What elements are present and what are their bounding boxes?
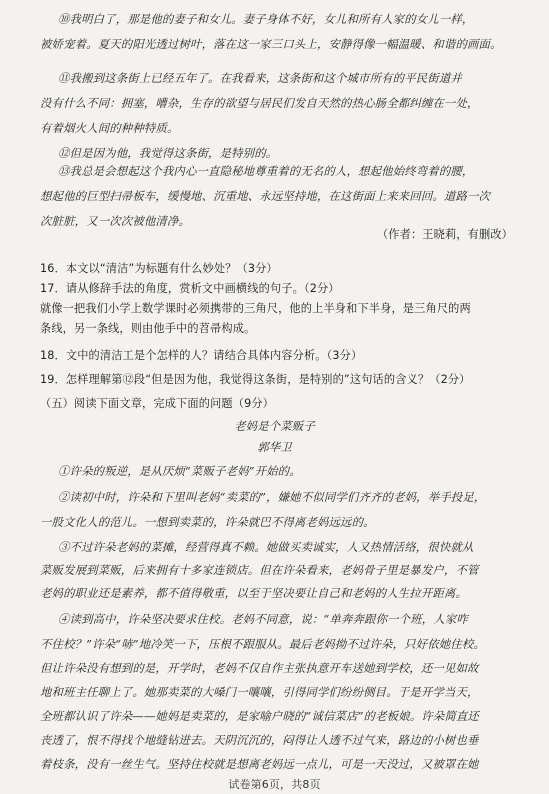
article-p2-line1: ②读初中时，许朵和下里叫老妈“卖菜的”，嫌她不似同学们齐齐的老妈，举手投足， [58,490,486,504]
story1-p11-line2: 没有什么不同：拥塞，嘈杂，生存的欲望与居民们发自天然的热心肠全都纠缠在一处， [40,96,479,110]
question-17-quote-line1: 就像一把我们小学上数学课时必须携带的三角尺，他的上半身和下半身，是三角尺的两 [40,302,471,315]
question-17-quote-line2: 条线，另一条线，则由他手中的苕帚构成。 [40,322,256,335]
article-title: 老妈是个菜贩子 [234,419,315,433]
article-p4-line7: 着枝条，没有一丝生气。坚持住校就是想离老妈远一点儿，可是一天没过，又被罩在她 [40,757,479,771]
story1-p10-line1: ⑩我明白了，那是他的妻子和女儿。妻子身体不好，女儿和所有人家的女儿一样， [58,12,474,26]
article-p1: ①许朵的叛逆，是从厌烦“菜贩子老妈”开始的。 [58,464,301,478]
article-p4-line5: 全班都认识了许朵——她妈是卖菜的，是家喻户晓的“诚信菜店”的老板娘。许朵简直还 [40,709,479,723]
article-author: 郭华卫 [257,440,292,454]
question-16: 16．本文以“清洁”为标题有什么妙处？（3分） [40,262,278,275]
page-footer: 试卷第6页，共8页 [228,778,321,791]
article-p4-line3: 但让许朵没有想到的是，开学时，老妈不仅自作主张执意开车送她到学校，还一见如故 [40,661,479,675]
article-p4-line6: 丧透了，恨不得找个地缝钻进去。天阴沉沉的，闷得让人透不过气来，路边的小树也垂 [40,733,479,747]
article-p2-line2: 一股文化人的范儿。一想到卖菜的，许朵就巴不得离老妈远远的。 [40,515,375,529]
story1-p11-line3: 有着烟火人间的种种特质。 [40,121,179,135]
story1-p12: ⑫但是因为他，我觉得这条街，是特别的。 [58,146,278,160]
article-p3-line1: ③不过许朵老妈的菜摊，经营得真不赖。她做买卖诚实，人又热情活络，很快就从 [58,540,474,554]
article-p4-line1: ④读到高中，许朵坚决要求住校。老妈不同意，说：“单奔奔跟你一个班，人家咋 [58,612,468,626]
story1-p10-line2: 被娇宠着。夏天的阳光透过树叶，落在这一家三口头上，安静得像一幅温暖、和谐的画面。 [40,37,502,51]
story1-source: （作者：王晓莉，有删改） [376,228,513,241]
question-18: 18．文中的清洁工是个怎样的人？请结合具体内容分析。（3分） [40,349,363,362]
story1-p11-line1: ⑪我搬到这条街上已经五年了。在我看来，这条街和这个城市所有的平民街道并 [58,71,462,85]
question-17: 17．请从修辞手法的角度，赏析文中画横线的句子。（2分） [40,282,340,295]
section5-heading: （五）阅读下面文章，完成下面的问题（9分） [40,397,275,410]
story1-p13-line2: 想起他的巨型扫帚板车，缓慢地、沉重地、永远坚持地，在这街面上来来回回。道路一次 [40,189,491,203]
story1-p13-line1: ⑬我总是会想起这个我内心一直隐秘地尊重着的无名的人，想起他始终弯着的腰， [58,164,474,178]
article-p3-line3: 老妈的职业还是素养，都不值得敬重，以至于坚决要让自己和老妈的人生拉开距离。 [40,586,468,600]
question-19: 19．怎样理解第⑫段“但是因为他，我觉得这条街，是特别的”这句话的含义？（2分） [40,373,471,386]
article-p3-line2: 菜贩发展到菜贩，后来拥有十多家连锁店。但在许朵看来，老妈骨子里是暴发户，不管 [40,563,479,577]
article-p4-line2: 不住校？”许朵“哧”地冷笑一下，压根不跟服从。最后老妈拗不过许朵，只好依她住校。 [40,637,485,651]
article-p4-line4: 地和班主任聊上了。她那卖菜的大嗓门一嚷嚷，引得同学们纷纷侧目。于是开学当天， [40,685,479,699]
story1-p13-line3: 次脏脏，又一次次被他清净。 [40,214,191,228]
